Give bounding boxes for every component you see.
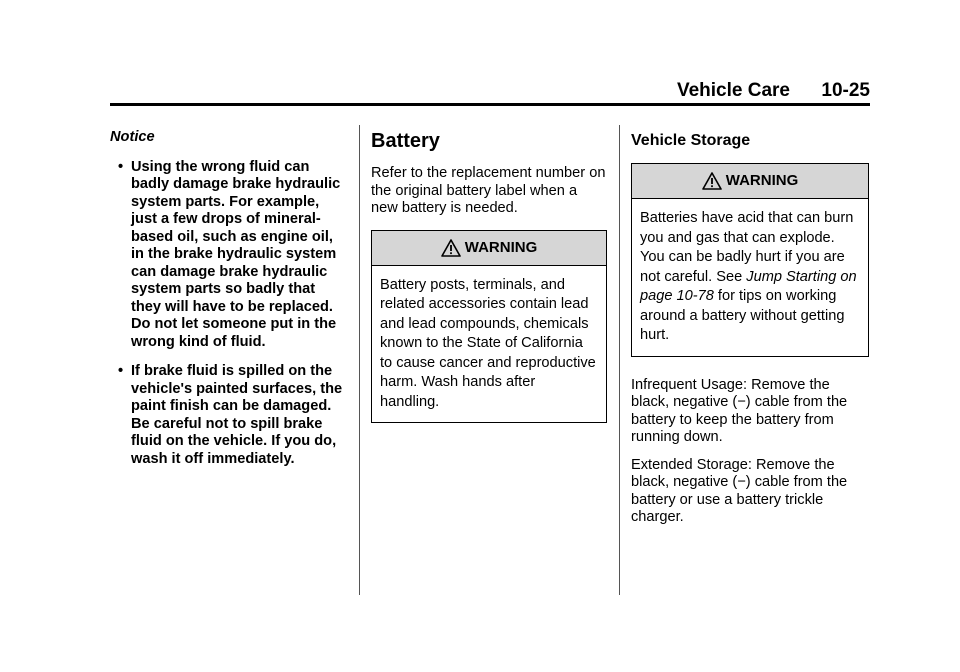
- column-divider-2: [619, 125, 620, 595]
- warning-triangle-icon: [702, 172, 722, 190]
- notice-item-text: Using the wrong fluid can badly damage brake hydraulic system parts. For example, just a few drops of mineral-based oil, such as engine oil, in the brake hydraulic system can damage brake hydraulic system parts so badly that they will have to be replaced. Do not let someone put in the wrong kind of fluid.: [131, 158, 341, 350]
- notice-item: [110, 159, 345, 352]
- extended-storage-paragraph: Extended Storage: Remove the black, negative (−) cable from the battery or use a battery trickle charger.: [631, 456, 848, 525]
- column-divider-1: [359, 125, 360, 595]
- notice-list: [110, 159, 345, 469]
- warning-header: [372, 231, 606, 266]
- infrequent-usage-paragraph: Infrequent Usage: Remove the black, negative (−) cable from the battery to keep the battery from running down.: [631, 376, 848, 445]
- column-battery: [371, 125, 607, 443]
- notice-item: [110, 363, 345, 468]
- storage-heading: Vehicle Storage: [631, 132, 751, 149]
- warning-header: [632, 164, 868, 199]
- warning-text-b: for tips on working around a battery without getting hurt.: [640, 288, 845, 343]
- header-rule: [110, 103, 870, 106]
- warning-triangle-icon: [441, 239, 461, 257]
- section-title: Vehicle Care: [676, 80, 790, 101]
- warning-body: Battery posts, terminals, and related accessories contain lead and lead compounds, chemicals known to the State of California to cause cancer and reproductive harm. Wash hands after handling.: [380, 276, 596, 410]
- battery-heading: Battery: [371, 130, 440, 152]
- page-number: 10-25: [821, 80, 870, 101]
- warning-label: WARNING: [725, 172, 799, 190]
- column-notice: [110, 125, 345, 480]
- notice-title: Notice: [110, 129, 155, 145]
- jump-starting-link[interactable]: Jump Starting on page 10-78: [640, 268, 857, 304]
- storage-warning-box: [631, 163, 869, 357]
- warning-text-a: Batteries have acid that can burn you and gas that can explode. You can be badly hurt if you are not careful. See: [640, 210, 854, 285]
- bullet-icon: •: [118, 363, 124, 379]
- warning-label: WARNING: [464, 238, 538, 256]
- bullet-icon: •: [118, 158, 124, 175]
- battery-warning-box: [371, 230, 607, 424]
- battery-intro: Refer to the replacement number on the original battery label when a new battery is needed.: [371, 165, 606, 216]
- notice-item-text: If brake fluid is spilled on the vehicle's painted surfaces, the paint finish can be damaged. Be careful not to spill brake fluid on the vehicle. If you do, wash it off immediately.: [131, 363, 343, 467]
- warning-body: [632, 199, 868, 356]
- column-storage: [631, 125, 869, 537]
